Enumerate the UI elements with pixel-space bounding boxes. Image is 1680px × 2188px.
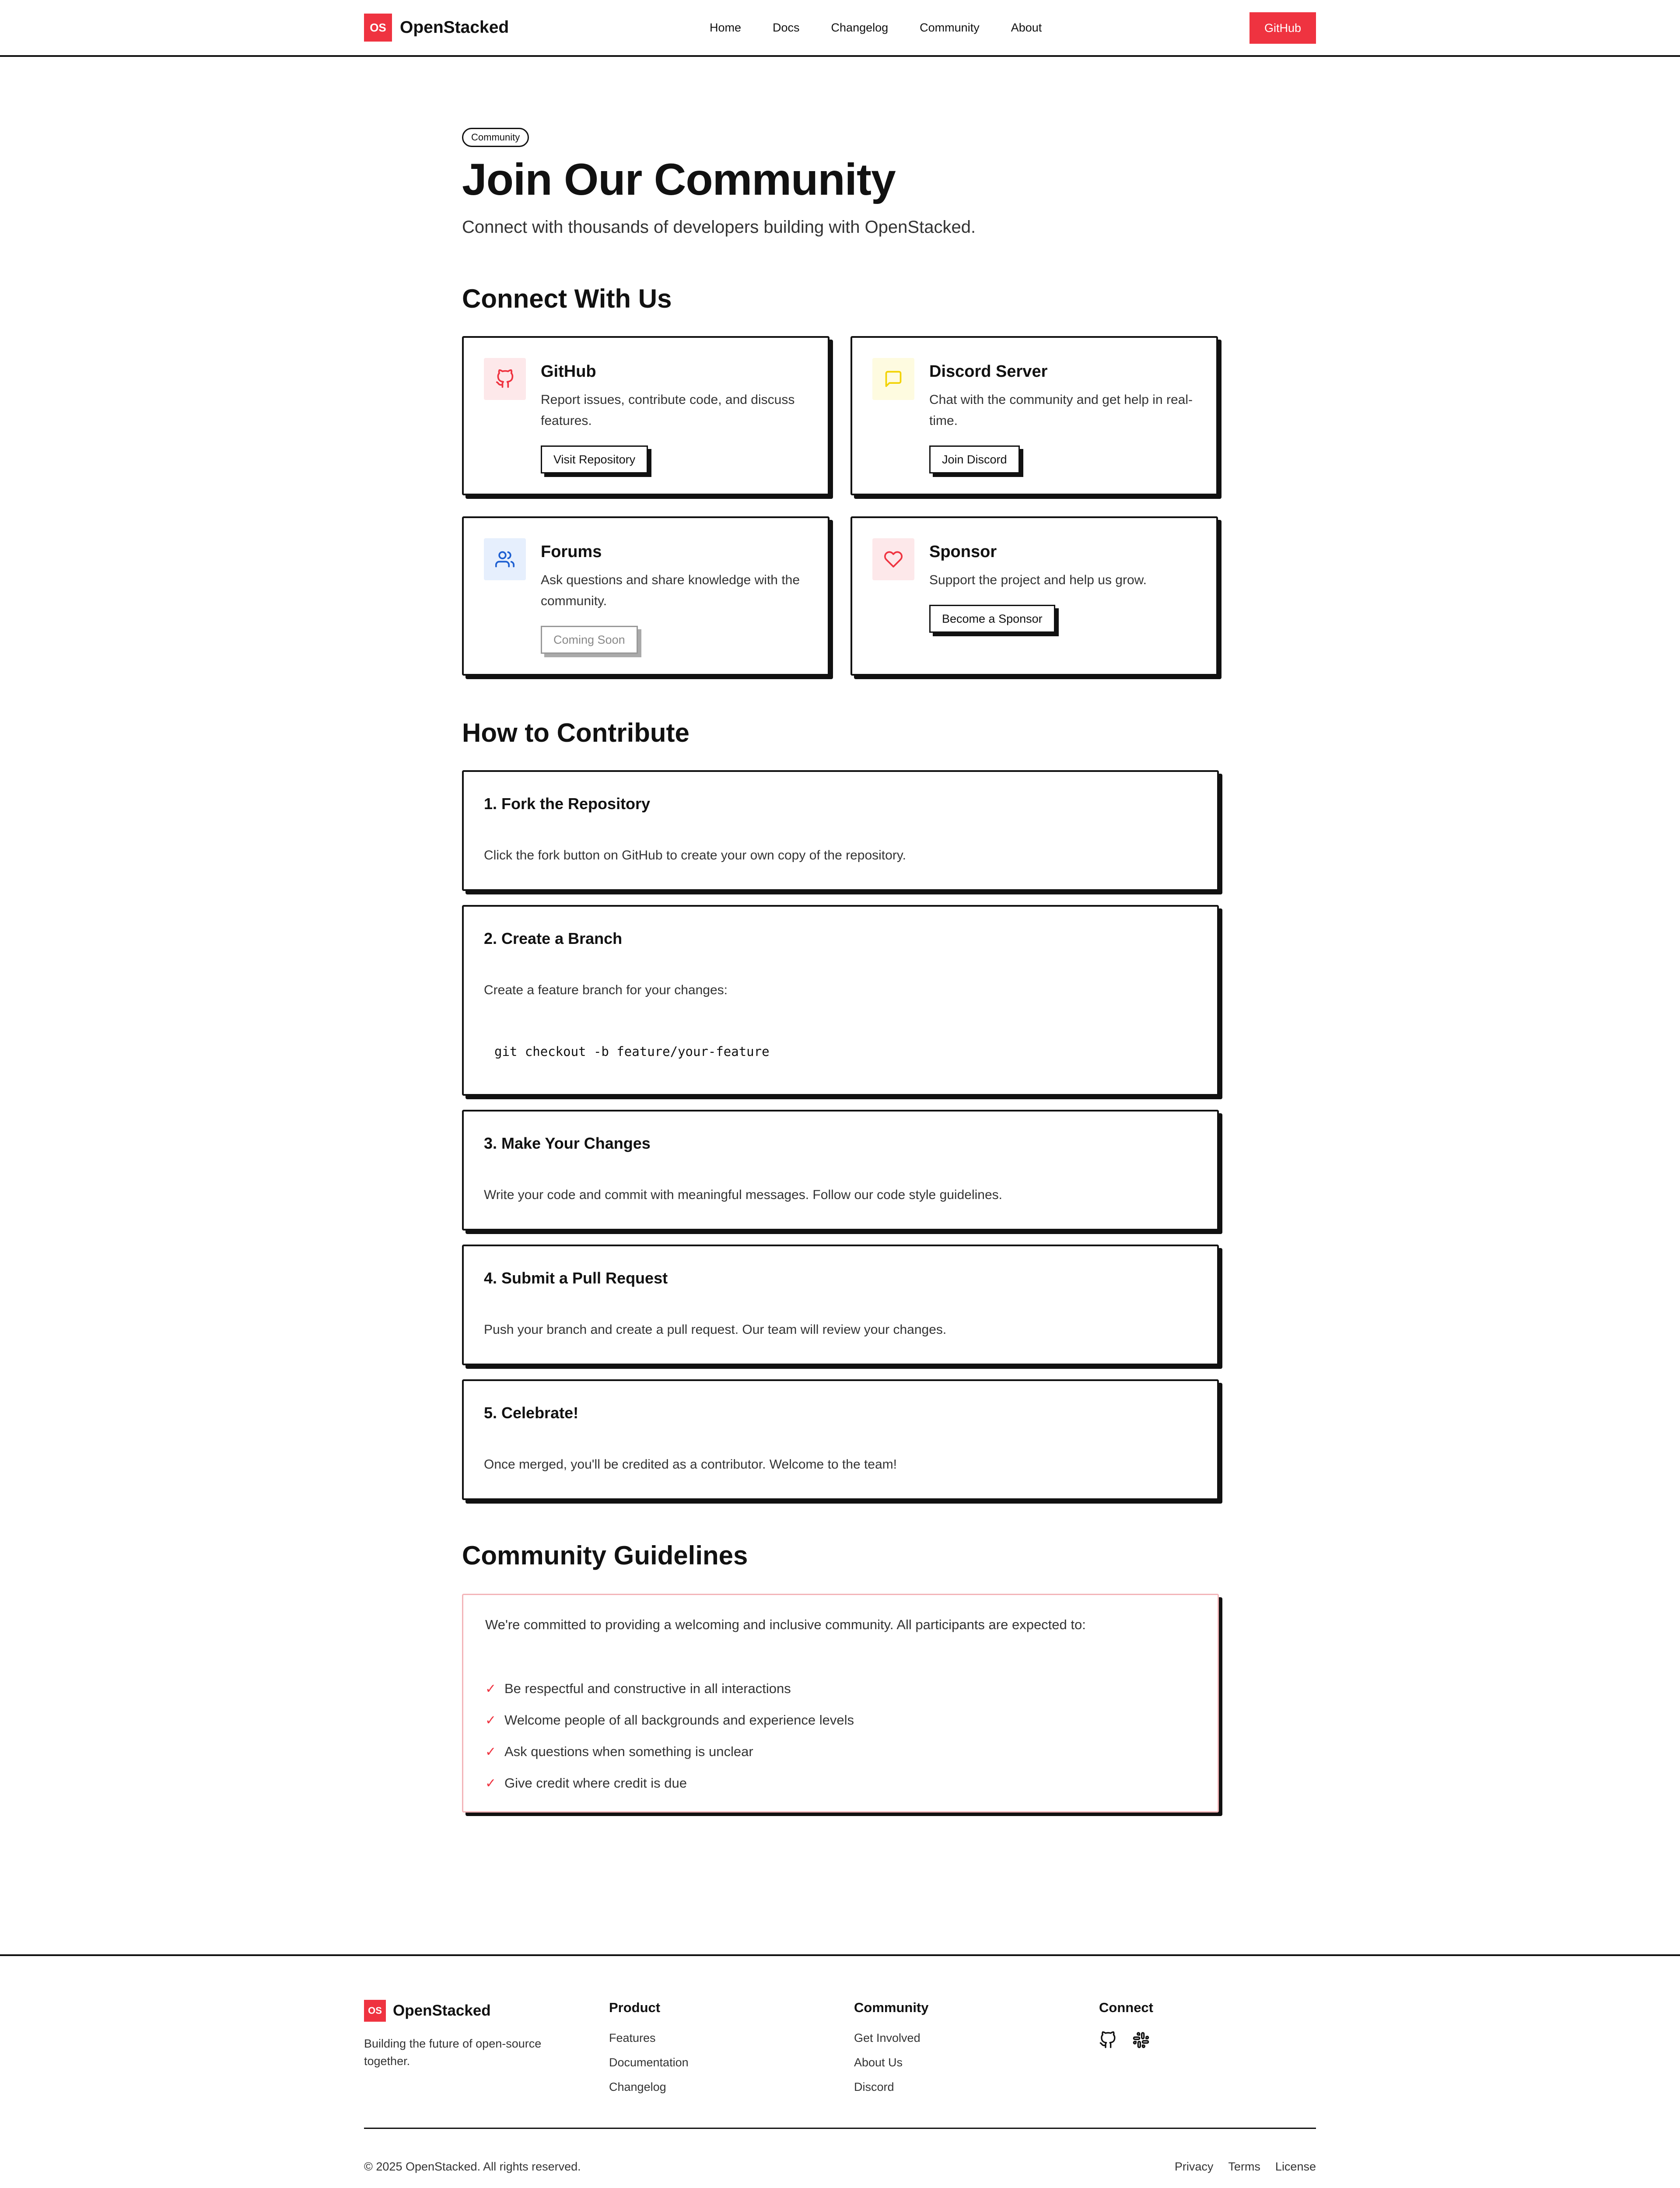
guidelines-intro: We're committed to providing a welcoming and inclusive community. All participants are expected to: (485, 1617, 1086, 1632)
github-nav-button[interactable]: GitHub (1250, 12, 1316, 44)
list-item (485, 1767, 854, 1799)
chat-bubble-icon (872, 358, 914, 400)
nav-link-changelog[interactable]: Changelog (831, 21, 889, 34)
nav-link-home[interactable]: Home (710, 21, 742, 34)
social-links (1099, 2031, 1153, 2051)
connect-heading: Connect With Us (462, 284, 672, 313)
list-item (485, 1673, 854, 1704)
check-icon: ✓ (485, 1776, 497, 1791)
card-description: Support the project and help us grow. (929, 573, 1147, 587)
brand-link[interactable] (364, 14, 509, 42)
navbar-inner (364, 0, 1316, 55)
step-description: Once merged, you'll be credited as a contributor. Welcome to the team! (484, 1457, 897, 1472)
top-navbar (0, 0, 1680, 57)
footer-link-documentation[interactable]: Documentation (609, 2056, 689, 2069)
become-sponsor-button[interactable]: Become a Sponsor (929, 605, 1055, 633)
footer-link-privacy[interactable]: Privacy (1174, 2160, 1214, 2173)
step-title: 1. Fork the Repository (484, 795, 651, 813)
footer-brand-column (364, 2000, 570, 2070)
footer-connect-column (1099, 2000, 1153, 2051)
copyright: © 2025 OpenStacked. All rights reserved. (364, 2160, 581, 2173)
contribute-heading: How to Contribute (462, 718, 690, 747)
guidelines-card (462, 1594, 1219, 1813)
footer-link-discord[interactable]: Discord (854, 2080, 894, 2093)
step-description: Click the fork button on GitHub to create your own copy of the repository. (484, 848, 906, 863)
connect-card-github (462, 336, 830, 495)
card-title: Sponsor (929, 543, 997, 561)
brand-name: OpenStacked (400, 18, 509, 37)
list-item (485, 1736, 854, 1767)
check-icon: ✓ (485, 1744, 497, 1759)
nav-link-docs[interactable]: Docs (773, 21, 800, 34)
list-item (485, 1704, 854, 1736)
footer-link-features[interactable]: Features (609, 2031, 656, 2044)
footer-link-changelog[interactable]: Changelog (609, 2080, 666, 2093)
github-icon[interactable] (1099, 2031, 1116, 2051)
footer-heading-connect: Connect (1099, 2000, 1153, 2015)
coming-soon-button: Coming Soon (541, 626, 638, 654)
logo-icon: OS (364, 2000, 386, 2022)
connect-card-discord (850, 336, 1218, 495)
footer-link-about-us[interactable]: About Us (854, 2056, 903, 2069)
guidelines-heading: Community Guidelines (462, 1541, 748, 1570)
guidelines-list (485, 1673, 854, 1799)
community-badge: Community (462, 128, 529, 147)
connect-card-forums (462, 516, 830, 676)
footer-link-license[interactable]: License (1275, 2160, 1316, 2173)
card-title: Discord Server (929, 362, 1048, 381)
card-title: GitHub (541, 362, 596, 381)
guideline-text: Welcome people of all backgrounds and experience levels (504, 1712, 854, 1728)
card-description: Ask questions and share knowledge with the community. (541, 573, 800, 608)
footer-link-terms[interactable]: Terms (1228, 2160, 1260, 2173)
footer-tagline: Building the future of open-source together. (364, 2037, 542, 2068)
page-subtitle: Connect with thousands of developers building with OpenStacked. (462, 217, 976, 237)
footer-heading-community: Community (854, 2000, 929, 2015)
legal-links (1175, 2160, 1316, 2174)
contribute-step-1 (462, 770, 1219, 891)
card-title: Forums (541, 543, 602, 561)
contribute-step-3 (462, 1110, 1219, 1231)
page-title: Join Our Community (462, 154, 896, 204)
nav-link-about[interactable]: About (1011, 21, 1042, 34)
contribute-step-5 (462, 1379, 1219, 1500)
users-icon (484, 538, 526, 580)
step-title: 4. Submit a Pull Request (484, 1269, 668, 1287)
visit-repository-button[interactable]: Visit Repository (541, 445, 648, 473)
footer-brand[interactable] (364, 2000, 570, 2022)
site-footer (0, 1954, 1680, 2188)
logo-icon: OS (364, 14, 392, 42)
step-description: Write your code and commit with meaningful messages. Follow our code style guidelines. (484, 1188, 1002, 1202)
footer-heading-product: Product (609, 2000, 661, 2015)
contribute-step-2 (462, 905, 1219, 1096)
step-description: Push your branch and create a pull request. Our team will review your changes. (484, 1322, 947, 1337)
step-description: Create a feature branch for your changes: (484, 983, 728, 997)
footer-community-column (854, 2000, 929, 2105)
code-snippet: git checkout -b feature/your-feature (494, 1044, 770, 1059)
connect-card-sponsor (850, 516, 1218, 676)
contribute-step-4 (462, 1245, 1219, 1365)
guideline-text: Give credit where credit is due (504, 1775, 687, 1791)
footer-product-column (609, 2000, 689, 2105)
footer-divider (364, 2128, 1316, 2129)
slack-icon[interactable] (1132, 2031, 1150, 2051)
step-title: 2. Create a Branch (484, 929, 623, 947)
footer-link-get-involved[interactable]: Get Involved (854, 2031, 920, 2044)
heart-icon (872, 538, 914, 580)
guideline-text: Ask questions when something is unclear (504, 1744, 753, 1759)
check-icon: ✓ (485, 1681, 497, 1696)
card-description: Report issues, contribute code, and discuss features. (541, 393, 795, 428)
check-icon: ✓ (485, 1713, 497, 1728)
step-title: 5. Celebrate! (484, 1404, 579, 1422)
guideline-text: Be respectful and constructive in all interactions (504, 1681, 791, 1696)
nav-link-community[interactable]: Community (920, 21, 980, 34)
nav-links (710, 0, 1042, 55)
step-title: 3. Make Your Changes (484, 1134, 651, 1152)
footer-brand-name: OpenStacked (393, 2002, 491, 2019)
github-icon (484, 358, 526, 400)
join-discord-button[interactable]: Join Discord (929, 445, 1020, 473)
card-description: Chat with the community and get help in real-time. (929, 393, 1193, 428)
